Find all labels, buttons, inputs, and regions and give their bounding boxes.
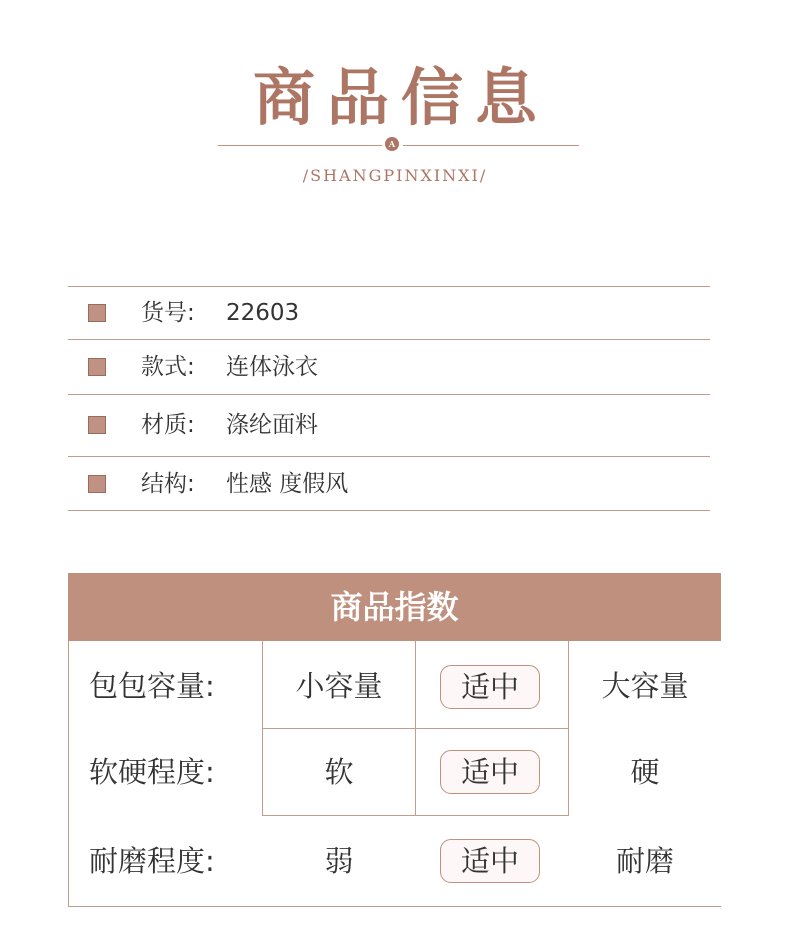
index-label: 耐磨程度: (89, 844, 215, 878)
title-divider-left (218, 145, 382, 146)
info-value: 性感 度假风 (226, 471, 349, 497)
row-divider (68, 394, 710, 395)
info-row-structure (68, 469, 710, 499)
index-option: 弱 (324, 844, 354, 878)
title-divider-right (403, 145, 579, 146)
square-bullet-icon (88, 304, 106, 322)
page-subtitle: /SHANGPINXINXI/ (302, 166, 488, 185)
grid-line (262, 815, 569, 816)
index-selected-pill: 适中 (440, 665, 540, 709)
grid-line (262, 728, 569, 729)
info-row-sku (68, 298, 710, 328)
square-bullet-icon (88, 416, 106, 434)
row-divider (68, 339, 710, 340)
index-selected-pill: 适中 (440, 839, 540, 883)
info-label: 结构: (141, 471, 195, 497)
index-banner-title: 商品指数 (68, 573, 721, 641)
index-selected-pill: 适中 (440, 750, 540, 794)
table-border-bottom (68, 906, 721, 907)
row-divider (68, 286, 710, 287)
square-bullet-icon (88, 475, 106, 493)
index-option: 耐磨 (615, 844, 674, 878)
index-option: 软 (324, 755, 354, 789)
index-label: 软硬程度: (89, 755, 215, 789)
index-option: 硬 (630, 755, 660, 789)
letter-a-badge-icon: A (385, 137, 399, 151)
info-value: 22603 (226, 300, 300, 326)
page-title: 商品信息 (252, 61, 549, 134)
info-row-material (68, 410, 710, 440)
square-bullet-icon (88, 358, 106, 376)
info-label: 材质: (141, 412, 195, 438)
index-option: 小容量 (295, 669, 383, 703)
index-label: 包包容量: (89, 669, 215, 703)
row-divider (68, 456, 710, 457)
info-value: 涤纶面料 (226, 412, 318, 438)
info-label: 货号: (141, 300, 195, 326)
info-value: 连体泳衣 (226, 354, 318, 380)
table-border-left (68, 641, 69, 907)
index-option: 大容量 (601, 669, 689, 703)
row-divider (68, 510, 710, 511)
info-label: 款式: (141, 354, 195, 380)
info-row-style (68, 352, 710, 382)
